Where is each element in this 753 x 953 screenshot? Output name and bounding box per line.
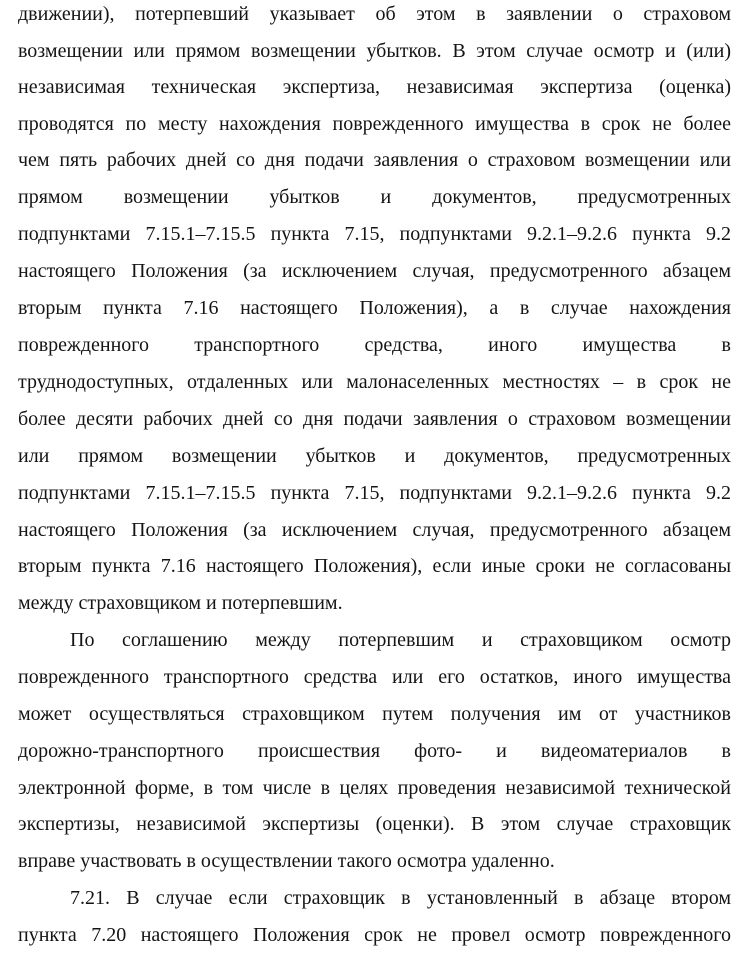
text-line: чем пять рабочих дней со дня подачи заявления о страховом возмещении или <box>18 149 731 171</box>
text-line: настоящего Положения (за исключением случая, предусмотренного абзацем <box>18 260 731 282</box>
text-line: подпунктами 7.15.1–7.15.5 пункта 7.15, подпунктами 9.2.1–9.2.6 пункта 9.2 <box>18 223 731 245</box>
text-line: поврежденного транспортного средства, иного имущества в <box>18 334 731 356</box>
text-line: проводятся по месту нахождения поврежденного имущества в срок не более <box>18 113 731 135</box>
text-line: настоящего Положения (за исключением случая, предусмотренного абзацем <box>18 519 731 541</box>
text-line: экспертизы, независимой экспертизы (оценки). В этом случае страховщик <box>18 813 731 835</box>
text-line: дорожно-транспортного происшествия фото- и видеоматериалов в <box>18 740 731 762</box>
text-line: вторым пункта 7.16 настоящего Положения), если иные сроки не согласованы <box>18 555 731 577</box>
text-line: или прямом возмещении убытков и документов, предусмотренных <box>18 445 731 467</box>
text-line: подпунктами 7.15.1–7.15.5 пункта 7.15, подпунктами 9.2.1–9.2.6 пункта 9.2 <box>18 482 731 504</box>
text-line: прямом возмещении убытков и документов, предусмотренных <box>18 186 731 208</box>
paragraph-first-line: По соглашению между потерпевшим и страховщиком осмотр <box>70 629 731 651</box>
paragraph-end-line: между страховщиком и потерпевшим. <box>18 592 343 614</box>
paragraph-end-line: вправе участвовать в осуществлении такого осмотра удаленно. <box>18 850 555 872</box>
text-line: электронной форме, в том числе в целях проведения независимой технической <box>18 777 731 799</box>
text-line: поврежденного транспортного средства или его остатков, иного имущества <box>18 666 731 688</box>
text-line: труднодоступных, отдаленных или малонаселенных местностях – в срок не <box>18 371 731 393</box>
paragraph-first-line: 7.21. В случае если страховщик в установленный в абзаце втором <box>70 887 731 909</box>
text-line: движении), потерпевший указывает об этом в заявлении о страховом <box>18 3 731 25</box>
text-line: пункта 7.20 настоящего Положения срок не провел осмотр поврежденного <box>18 924 731 946</box>
text-line: более десяти рабочих дней со дня подачи заявления о страховом возмещении <box>18 408 731 430</box>
text-line: возмещении или прямом возмещении убытков. В этом случае осмотр и (или) <box>18 40 731 62</box>
text-line: может осуществляться страховщиком путем получения им от участников <box>18 703 731 725</box>
text-line: вторым пункта 7.16 настоящего Положения), а в случае нахождения <box>18 297 731 319</box>
text-line: независимая техническая экспертиза, независимая экспертиза (оценка) <box>18 76 731 98</box>
